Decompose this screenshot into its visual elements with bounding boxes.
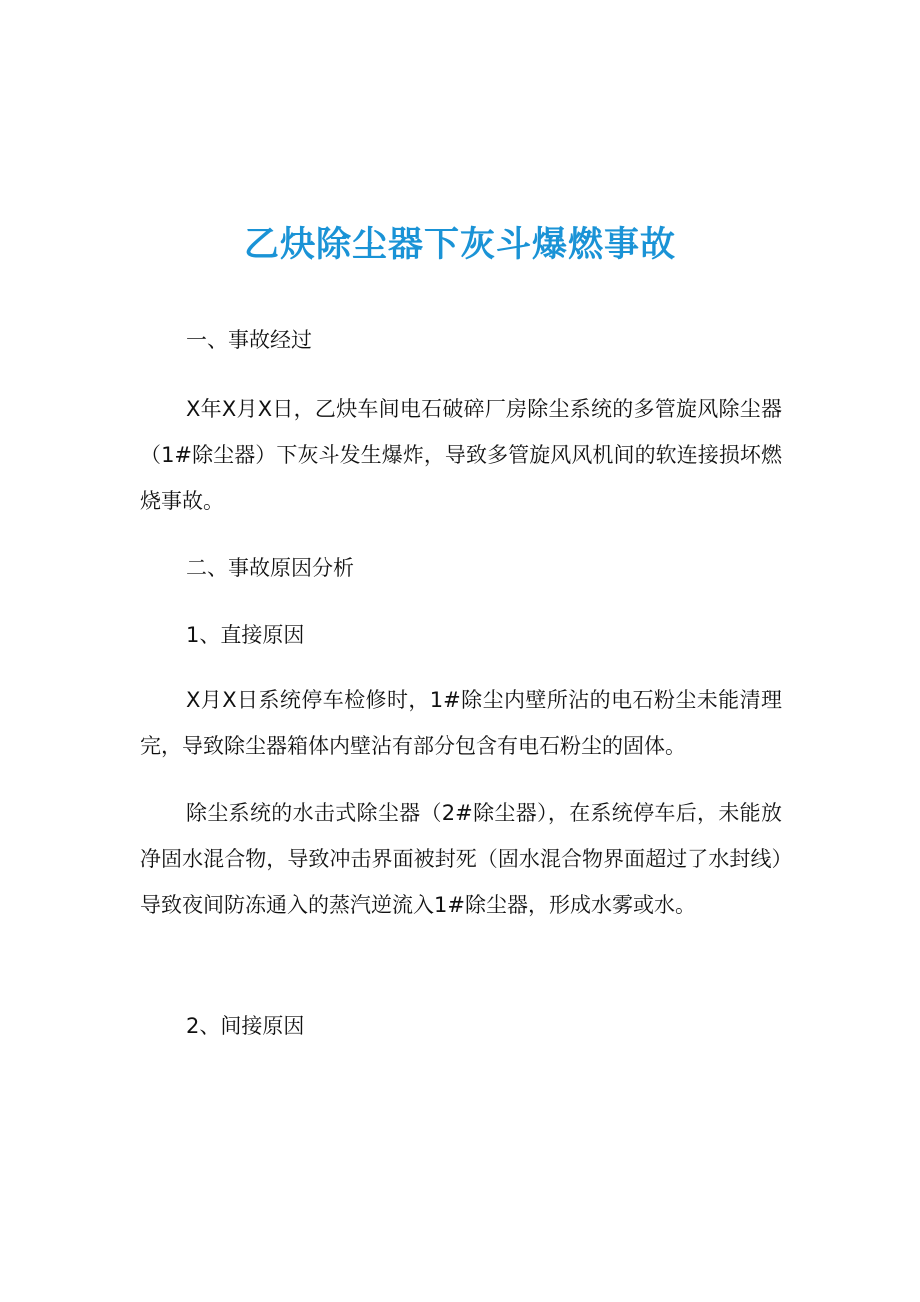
document-title: 乙炔除尘器下灰斗爆燃事故 xyxy=(243,225,676,266)
paragraph-direct-cause-2: 除尘系统的水击式除尘器（2#除尘器），在系统停车后，未能放净固水混合物，导致冲击界面被封死（固水混合物界面超过了水封线）导致夜间防冻通入的蒸汽逆流入1#除尘器，形成水雾或水。 xyxy=(140,801,782,917)
section-heading-accident-process: 一、事故经过 xyxy=(186,328,312,352)
section-heading-cause-analysis: 二、事故原因分析 xyxy=(186,556,354,580)
subheading-indirect-cause: 2、间接原因 xyxy=(186,1014,305,1038)
paragraph-accident-description: X年X月X日，乙炔车间电石破碎厂房除尘系统的多管旋风除尘器（1#除尘器）下灰斗发生爆炸，导致多管旋风风机间的软连接损坏燃烧事故。 xyxy=(140,397,782,513)
subheading-direct-cause: 1、直接原因 xyxy=(186,623,305,647)
paragraph-direct-cause-1: X月X日系统停车检修时，1#除尘内壁所沾的电石粉尘未能清理完，导致除尘器箱体内壁沾有部分包含有电石粉尘的固体。 xyxy=(140,688,782,758)
